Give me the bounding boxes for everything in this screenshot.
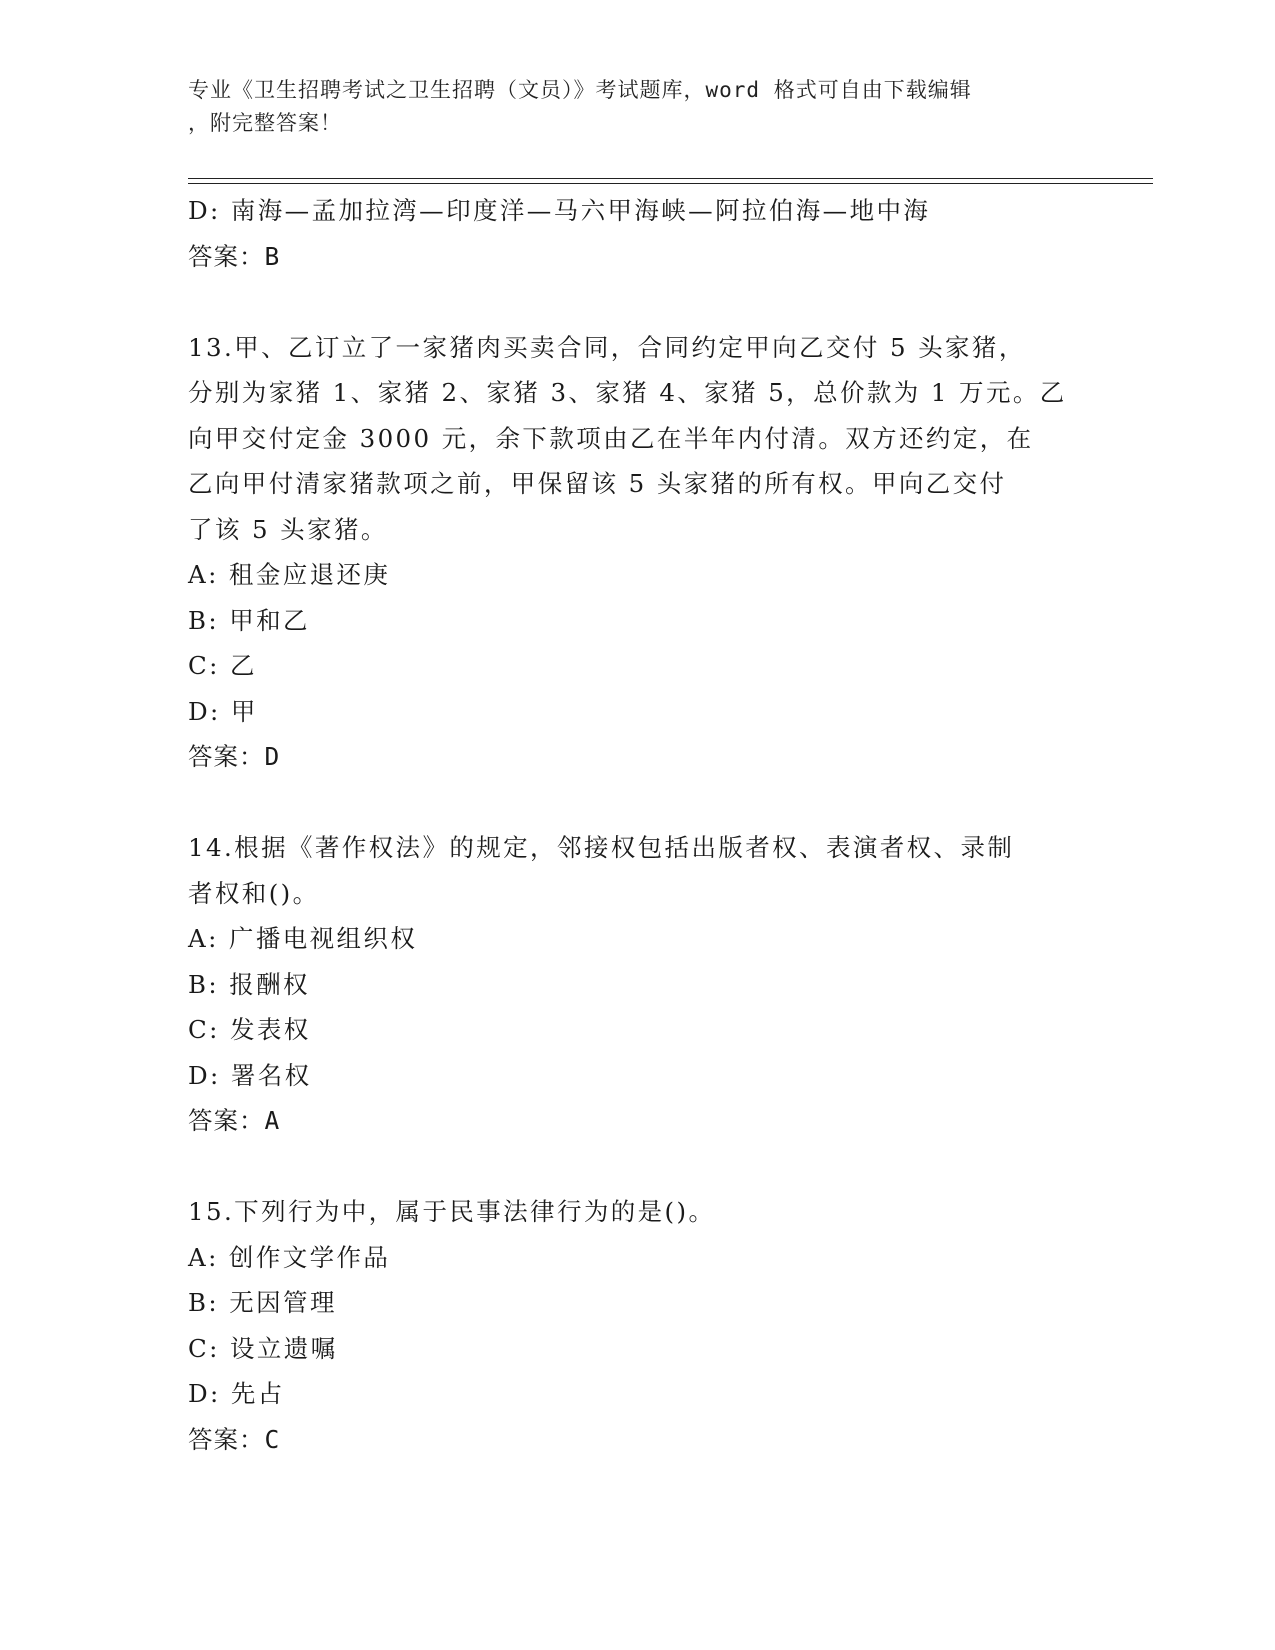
answer-label: 答案： xyxy=(188,742,265,771)
spacer xyxy=(188,1144,1088,1190)
answer-value: D xyxy=(264,742,281,771)
question-stem-line: 分别为家猪 1、家猪 2、家猪 3、家猪 4、家猪 5，总价款为 1 万元。乙 xyxy=(188,378,1067,407)
answer-label: 答案： xyxy=(188,1106,265,1135)
answer-value: A xyxy=(264,1106,281,1135)
question-13 xyxy=(188,325,1088,780)
question-12-tail xyxy=(188,188,1088,279)
option-c: C: 乙 xyxy=(188,651,257,680)
question-stem-line: 者权和()。 xyxy=(188,878,320,908)
header-divider-bottom xyxy=(188,183,1153,184)
option-c: C: 发表权 xyxy=(188,1015,311,1044)
question-stem-line: 13.甲、乙订立了一家猪肉买卖合同，合同约定甲向乙交付 5 头家猪， xyxy=(188,332,1026,362)
option-d: D: 先占 xyxy=(188,1379,285,1408)
header-divider-top xyxy=(188,178,1153,179)
answer-value: C xyxy=(264,1424,281,1454)
answer-value: B xyxy=(264,241,281,271)
question-14 xyxy=(188,825,1088,1144)
answer-label: 答案： xyxy=(188,241,265,271)
question-stem-line: 了该 5 头家猪。 xyxy=(188,514,388,544)
header-line-1: 专业《卫生招聘考试之卫生招聘（文员）》考试题库，word 格式可自由下载编辑 xyxy=(188,78,972,102)
document-body xyxy=(188,188,1088,1462)
answer-line xyxy=(188,734,1088,780)
option-a: A: 创作文学作品 xyxy=(188,1242,391,1272)
spacer xyxy=(188,279,1088,325)
question-stem-line: 14.根据《著作权法》的规定，邻接权包括出版者权、表演者权、录制 xyxy=(188,833,1015,862)
option-c: C: 设立遗嘱 xyxy=(188,1333,338,1363)
answer-line xyxy=(188,1098,1088,1144)
option-b: B: 甲和乙 xyxy=(188,605,310,635)
question-stem-line: 15.下列行为中，属于民事法律行为的是()。 xyxy=(188,1197,716,1226)
header-line-2: ，附完整答案！ xyxy=(188,111,342,135)
answer-label: 答案： xyxy=(188,1424,265,1454)
option-b: B: 无因管理 xyxy=(188,1288,337,1317)
option-a: A: 租金应退还庚 xyxy=(188,560,391,589)
answer-line xyxy=(188,1417,1088,1463)
option-a: A: 广播电视组织权 xyxy=(188,924,418,953)
document-header xyxy=(188,74,1088,140)
answer-line xyxy=(188,234,1088,280)
question-stem-line: 向甲交付定金 3000 元，余下款项由乙在半年内付清。双方还约定，在 xyxy=(188,423,1034,453)
spacer xyxy=(188,780,1088,826)
option-d: D: 南海—孟加拉湾—印度洋—马六甲海峡—阿拉伯海—地中海 xyxy=(188,196,931,225)
option-b: B: 报酬权 xyxy=(188,969,310,999)
option-d: D: 署名权 xyxy=(188,1060,312,1090)
option-d: D: 甲 xyxy=(188,696,258,726)
question-15 xyxy=(188,1189,1088,1462)
question-stem-line: 乙向甲付清家猪款项之前，甲保留该 5 头家猪的所有权。甲向乙交付 xyxy=(188,469,1007,498)
